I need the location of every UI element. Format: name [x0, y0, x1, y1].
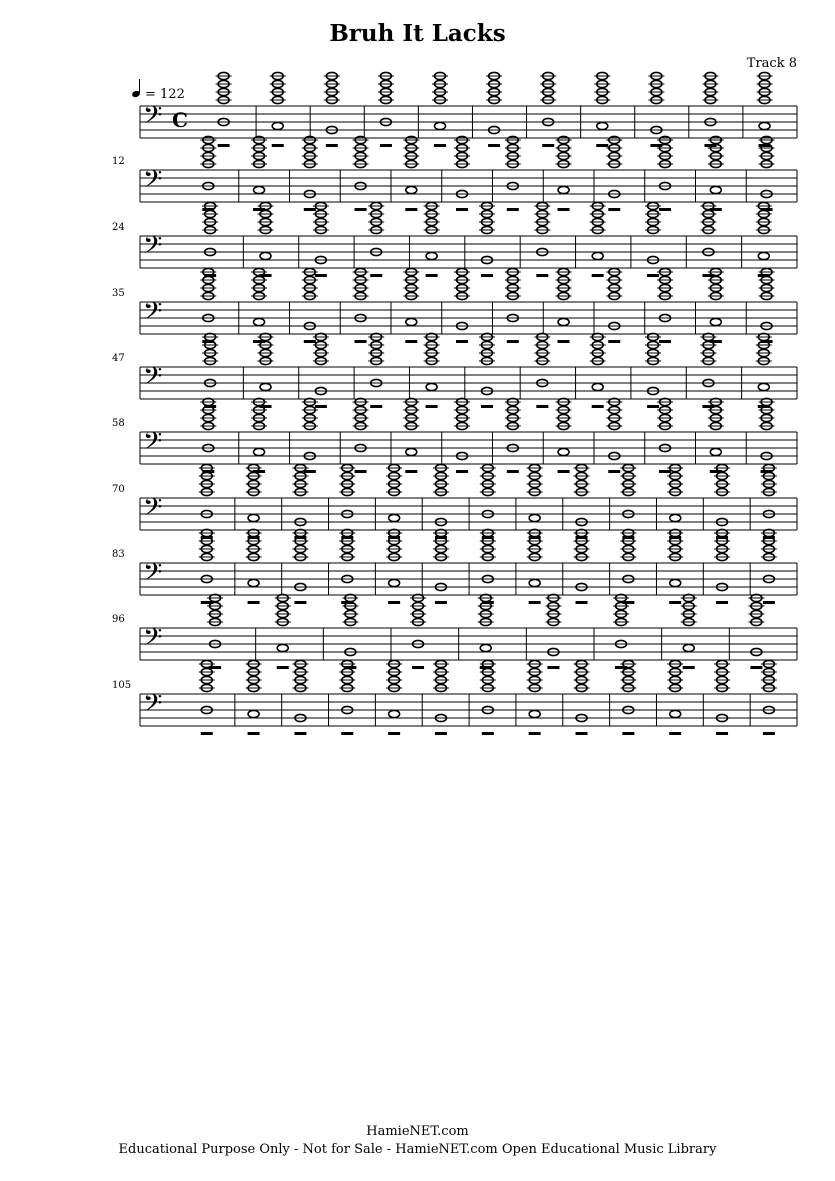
whole-rest-icon: [405, 340, 417, 343]
chord: [574, 660, 590, 735]
whole-rest-icon: [622, 732, 634, 735]
whole-rest-icon: [201, 732, 213, 735]
whole-rest-icon: [304, 208, 316, 211]
whole-rest-icon: [488, 144, 500, 147]
chord: [353, 398, 369, 473]
footer-notice: Educational Purpose Only - Not for Sale - HamieNET.com Open Educational Music Library: [118, 1142, 717, 1157]
chord: [410, 594, 426, 669]
chord: [339, 464, 355, 539]
note-head: [435, 122, 446, 129]
note-head: [254, 186, 265, 193]
whole-rest-icon: [426, 405, 438, 408]
chord: [339, 660, 355, 735]
note-head: [529, 514, 540, 521]
note-head: [558, 186, 569, 193]
bass-clef-icon: 𝄢: [143, 165, 163, 200]
note-head: [670, 514, 681, 521]
whole-rest-icon: [434, 144, 446, 147]
chord: [246, 529, 262, 604]
bass-clef-icon: 𝄢: [143, 558, 163, 593]
time-signature: C: [172, 108, 188, 132]
chord: [403, 136, 419, 211]
whole-rest-icon: [659, 340, 671, 343]
whole-rest-icon: [341, 732, 353, 735]
chord: [353, 268, 369, 343]
chord: [199, 464, 215, 539]
whole-rest-icon: [647, 274, 659, 277]
chord: [759, 398, 775, 473]
whole-rest-icon: [716, 732, 728, 735]
chord: [681, 594, 697, 669]
whole-rest-icon: [277, 666, 289, 669]
chord: [246, 464, 262, 539]
chord: [761, 660, 777, 735]
whole-rest-icon: [388, 601, 400, 604]
note-head: [248, 710, 259, 717]
whole-rest-icon: [558, 208, 570, 211]
bass-clef-icon: 𝄢: [143, 427, 163, 462]
measure-number: 58: [112, 418, 125, 429]
note-head: [254, 448, 265, 455]
chord: [302, 136, 318, 211]
whole-rest-icon: [507, 470, 519, 473]
whole-rest-icon: [592, 274, 604, 277]
chord: [200, 268, 216, 343]
chord: [505, 136, 521, 211]
whole-rest-icon: [315, 274, 327, 277]
chord: [368, 202, 384, 277]
bass-clef-icon: 𝄢: [143, 493, 163, 528]
note-head: [260, 383, 271, 390]
chord: [480, 529, 496, 604]
chord: [505, 398, 521, 473]
chord: [648, 72, 664, 147]
chord: [353, 136, 369, 211]
whole-rest-icon: [596, 144, 608, 147]
measure-number: 83: [112, 549, 125, 560]
chord: [657, 268, 673, 343]
whole-rest-icon: [405, 208, 417, 211]
chord: [574, 464, 590, 539]
whole-rest-icon: [481, 405, 493, 408]
whole-rest-icon: [683, 666, 695, 669]
chord: [403, 268, 419, 343]
chord: [403, 398, 419, 473]
note-head: [758, 383, 769, 390]
chord: [756, 202, 772, 277]
measure-number: 35: [112, 288, 125, 299]
chord: [606, 268, 622, 343]
staff-system: [112, 464, 797, 539]
whole-rest-icon: [576, 601, 588, 604]
chord: [480, 464, 496, 539]
chord: [302, 268, 318, 343]
whole-rest-icon: [326, 144, 338, 147]
chord: [527, 660, 543, 735]
bass-clef-icon: 𝄢: [143, 297, 163, 332]
whole-rest-icon: [355, 208, 367, 211]
chord: [606, 398, 622, 473]
chord: [386, 660, 402, 735]
chord: [478, 594, 494, 669]
track-label: Track 8: [746, 56, 797, 71]
whole-rest-icon: [763, 732, 775, 735]
measure-number: 105: [112, 680, 132, 691]
whole-rest-icon: [558, 470, 570, 473]
note-head: [272, 122, 283, 129]
whole-rest-icon: [426, 274, 438, 277]
chord: [667, 529, 683, 604]
chord: [540, 72, 556, 147]
whole-rest-icon: [380, 144, 392, 147]
chord: [645, 202, 661, 277]
whole-rest-icon: [669, 601, 681, 604]
chord: [258, 333, 274, 408]
whole-rest-icon: [547, 666, 559, 669]
note-head: [406, 186, 417, 193]
chord: [505, 268, 521, 343]
chord: [433, 529, 449, 604]
chord: [657, 398, 673, 473]
chord: [368, 333, 384, 408]
chord: [708, 268, 724, 343]
whole-rest-icon: [248, 601, 260, 604]
chord: [667, 464, 683, 539]
whole-rest-icon: [456, 340, 468, 343]
staff-system: [112, 660, 797, 735]
whole-rest-icon: [388, 732, 400, 735]
chord: [313, 333, 329, 408]
note-head: [710, 448, 721, 455]
chord: [454, 398, 470, 473]
whole-rest-icon: [576, 732, 588, 735]
bass-clef-icon: 𝄢: [143, 231, 163, 266]
note-head: [277, 644, 288, 651]
note-head: [592, 383, 603, 390]
whole-rest-icon: [456, 470, 468, 473]
whole-rest-icon: [435, 601, 447, 604]
measure-number: 47: [112, 353, 125, 364]
note-head: [529, 710, 540, 717]
chord: [302, 398, 318, 473]
whole-rest-icon: [304, 340, 316, 343]
chord: [200, 136, 216, 211]
tempo-text: = 122: [145, 87, 185, 102]
chord: [620, 464, 636, 539]
note-head: [389, 710, 400, 717]
chord: [556, 398, 572, 473]
note-head: [426, 383, 437, 390]
measure-number: 12: [112, 156, 125, 167]
bass-clef-icon: 𝄢: [143, 689, 163, 724]
chord: [202, 333, 218, 408]
note-head: [670, 710, 681, 717]
chord: [714, 464, 730, 539]
whole-rest-icon: [456, 208, 468, 211]
staff-system: [112, 594, 797, 669]
measure-number: 96: [112, 614, 125, 625]
chord: [613, 594, 629, 669]
note-head: [592, 252, 603, 259]
note-head: [248, 514, 259, 521]
chord: [342, 594, 358, 669]
chord: [200, 398, 216, 473]
whole-rest-icon: [405, 470, 417, 473]
chord: [199, 529, 215, 604]
staff-system: [112, 398, 797, 473]
chord: [545, 594, 561, 669]
note-head: [683, 644, 694, 651]
chord: [667, 660, 683, 735]
chord: [207, 594, 223, 669]
whole-rest-icon: [536, 405, 548, 408]
chord: [748, 594, 764, 669]
chord: [700, 202, 716, 277]
chord: [556, 268, 572, 343]
chord: [574, 529, 590, 604]
note-head: [558, 448, 569, 455]
chord: [759, 268, 775, 343]
note-head: [529, 579, 540, 586]
bass-clef-icon: 𝄢: [143, 623, 163, 658]
note-head: [480, 644, 491, 651]
chord: [527, 529, 543, 604]
bass-clef-icon: 𝄢: [143, 362, 163, 397]
chord: [251, 268, 267, 343]
chord: [313, 202, 329, 277]
whole-rest-icon: [272, 144, 284, 147]
chord: [620, 529, 636, 604]
whole-rest-icon: [558, 340, 570, 343]
chord: [216, 72, 232, 147]
chord: [590, 333, 606, 408]
footer-site: HamieNET.com: [366, 1124, 469, 1139]
whole-rest-icon: [507, 208, 519, 211]
chord: [620, 660, 636, 735]
whole-rest-icon: [669, 732, 681, 735]
note-head: [406, 318, 417, 325]
whole-rest-icon: [481, 274, 493, 277]
chord: [486, 72, 502, 147]
chord: [258, 202, 274, 277]
chord: [714, 529, 730, 604]
whole-rest-icon: [529, 601, 541, 604]
whole-rest-icon: [716, 601, 728, 604]
chord: [251, 136, 267, 211]
chord: [645, 333, 661, 408]
note-head: [710, 318, 721, 325]
chord: [292, 529, 308, 604]
chord: [761, 529, 777, 604]
chord: [590, 202, 606, 277]
chord: [761, 464, 777, 539]
chord: [594, 72, 610, 147]
chord: [251, 398, 267, 473]
note-head: [710, 186, 721, 193]
chord: [714, 660, 730, 735]
chord: [202, 202, 218, 277]
chord: [657, 136, 673, 211]
chord: [534, 333, 550, 408]
whole-rest-icon: [608, 208, 620, 211]
note-head: [758, 252, 769, 259]
whole-rest-icon: [412, 666, 424, 669]
chord: [199, 660, 215, 735]
note-head: [260, 252, 271, 259]
chord: [708, 136, 724, 211]
note-head: [426, 252, 437, 259]
chord: [292, 464, 308, 539]
whole-rest-icon: [294, 601, 306, 604]
whole-rest-icon: [355, 340, 367, 343]
chord: [756, 333, 772, 408]
whole-rest-icon: [592, 405, 604, 408]
note-head: [759, 122, 770, 129]
whole-rest-icon: [542, 144, 554, 147]
whole-rest-icon: [536, 274, 548, 277]
whole-rest-icon: [435, 732, 447, 735]
note-head: [248, 579, 259, 586]
whole-rest-icon: [659, 208, 671, 211]
whole-rest-icon: [355, 470, 367, 473]
chord: [432, 72, 448, 147]
chord: [700, 333, 716, 408]
chord: [424, 333, 440, 408]
chord: [708, 398, 724, 473]
note-head: [389, 514, 400, 521]
chord: [339, 529, 355, 604]
staff-system: [112, 136, 797, 211]
note-head: [597, 122, 608, 129]
chord: [556, 136, 572, 211]
staff-system: [112, 333, 797, 408]
chord: [759, 136, 775, 211]
whole-rest-icon: [659, 470, 671, 473]
staff-system: [112, 529, 797, 604]
chord: [606, 136, 622, 211]
note-head: [254, 318, 265, 325]
whole-rest-icon: [608, 340, 620, 343]
whole-rest-icon: [763, 601, 775, 604]
whole-rest-icon: [218, 144, 230, 147]
chord: [424, 202, 440, 277]
chord: [454, 268, 470, 343]
note-head: [558, 318, 569, 325]
chord: [534, 202, 550, 277]
whole-rest-icon: [750, 666, 762, 669]
whole-rest-icon: [482, 732, 494, 735]
chord: [454, 136, 470, 211]
whole-rest-icon: [529, 732, 541, 735]
note-head: [406, 448, 417, 455]
chord: [480, 660, 496, 735]
whole-rest-icon: [370, 405, 382, 408]
note-head: [670, 579, 681, 586]
chord: [433, 660, 449, 735]
chord: [433, 464, 449, 539]
bass-clef-icon: 𝄢: [143, 101, 163, 136]
chord: [270, 72, 286, 147]
staff-system: [112, 268, 797, 343]
measure-number: 70: [112, 484, 125, 495]
measure-number: 24: [112, 222, 125, 233]
chord: [386, 529, 402, 604]
whole-rest-icon: [248, 732, 260, 735]
whole-rest-icon: [608, 470, 620, 473]
chord: [246, 660, 262, 735]
chord: [479, 333, 495, 408]
whole-rest-icon: [294, 732, 306, 735]
whole-rest-icon: [370, 274, 382, 277]
score-title: Bruh It Lacks: [329, 20, 506, 47]
chord: [527, 464, 543, 539]
chord: [275, 594, 291, 669]
whole-rest-icon: [315, 405, 327, 408]
staff-system: [112, 202, 797, 277]
chord: [292, 660, 308, 735]
chord: [479, 202, 495, 277]
chord: [378, 72, 394, 147]
staff-system: [131, 72, 797, 147]
whole-rest-icon: [647, 405, 659, 408]
whole-rest-icon: [507, 340, 519, 343]
chord: [324, 72, 340, 147]
chord: [386, 464, 402, 539]
note-head: [389, 579, 400, 586]
chord: [757, 72, 773, 147]
